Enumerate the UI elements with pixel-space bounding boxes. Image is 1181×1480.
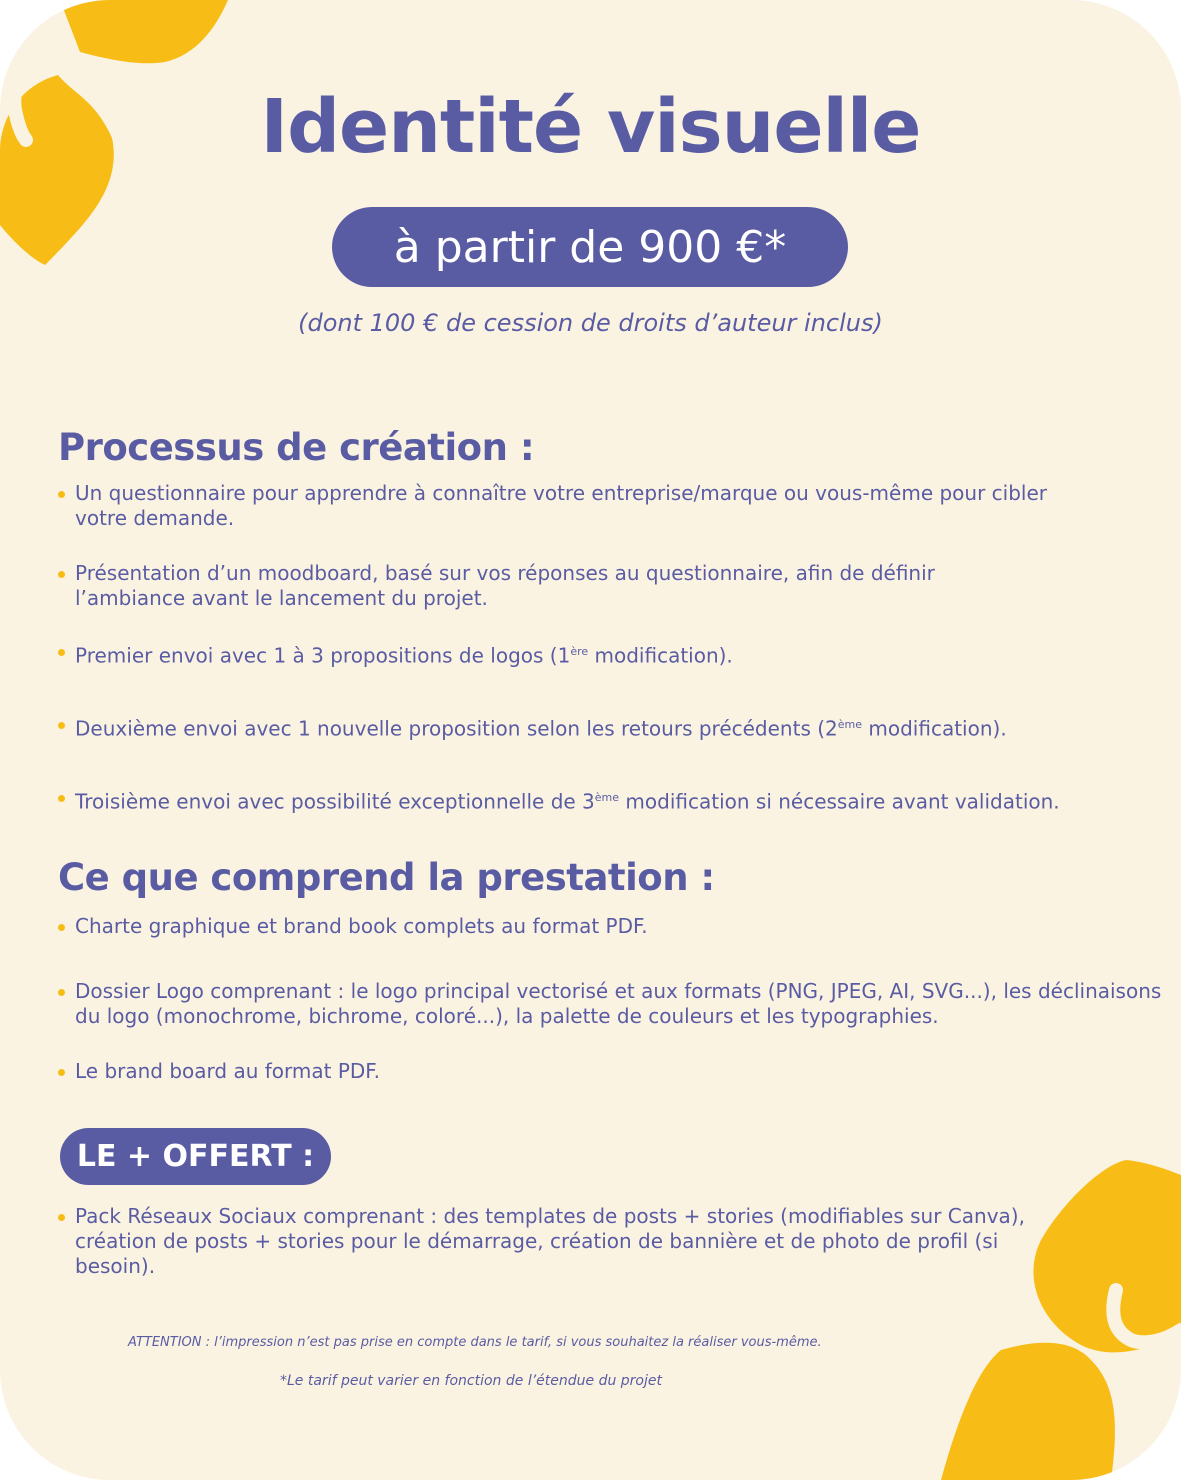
list-item <box>58 914 1165 939</box>
bullet-icon <box>58 924 65 931</box>
bullet-icon <box>58 491 65 498</box>
list-item <box>58 979 1165 1029</box>
bullet-icon <box>58 649 65 656</box>
list-item-text-start: Deuxième envoi avec 1 nouvelle proposition selon les retours précédents (2 <box>75 716 838 741</box>
attention-note: ATTENTION : l’impression n’est pas prise en compte dans le tarif, si vous souhaitez la réaliser vous-même. <box>128 1335 822 1350</box>
list-item <box>58 1059 1165 1084</box>
list-item-text-end: modification). <box>588 643 733 668</box>
list-item <box>58 481 1065 531</box>
list-item-text: Charte graphique et brand book complets au format PDF. <box>75 914 648 938</box>
list-item-superscript: ème <box>594 791 620 804</box>
list-item <box>58 785 1165 815</box>
bullet-icon <box>58 989 65 996</box>
list-item <box>58 561 1005 611</box>
list-item-text-start: Premier envoi avec 1 à 3 propositions de logos (1 <box>75 643 571 668</box>
includes-section-title: Ce que comprend la prestation : <box>58 856 715 899</box>
page-title: Identité visuelle <box>260 84 921 170</box>
list-item-text: Un questionnaire pour apprendre à connaître votre entreprise/marque ou vous-même pour cibler votre demande. <box>75 481 1048 530</box>
list-item-superscript: ère <box>570 645 589 658</box>
bullet-icon <box>58 1214 65 1221</box>
list-item-text-end: modification si nécessaire avant validation. <box>619 789 1060 814</box>
list-item-text: Le brand board au format PDF. <box>75 1059 380 1083</box>
bullet-icon <box>58 795 65 802</box>
list-item <box>58 712 1165 742</box>
list-item-superscript: ème <box>837 718 863 731</box>
bullet-icon <box>58 1069 65 1076</box>
list-item-text: Pack Réseaux Sociaux comprenant : des templates de posts + stories (modifiables sur Canva), création de posts + stories pour le démarrage, création de bannière et de photo de profil (si besoin). <box>75 1204 1025 1278</box>
process-section-title: Processus de création : <box>58 426 535 469</box>
list-item-text-start: Troisième envoi avec possibilité exceptionnelle de 3 <box>75 789 595 814</box>
price-badge <box>332 207 848 287</box>
list-item-text-end: modification). <box>862 716 1007 741</box>
offert-label: LE + OFFERT : <box>76 1139 315 1174</box>
offert-badge <box>60 1128 331 1185</box>
price-note: (dont 100 € de cession de droits d’auteur inclus) <box>298 309 883 337</box>
list-item-text: Présentation d’un moodboard, basé sur vos réponses au questionnaire, afin de définir l’ambiance avant le lancement du projet. <box>75 561 935 610</box>
list-item <box>58 639 1165 669</box>
list-item <box>58 1204 1025 1279</box>
bullet-icon <box>58 722 65 729</box>
bullet-icon <box>58 571 65 578</box>
list-item-text: Dossier Logo comprenant : le logo principal vectorisé et aux formats (PNG, JPEG, AI, SVG...), les déclinaisons du logo (monochrome, bichrome, coloré...), la palette de couleurs et les typographies. <box>75 979 1162 1028</box>
tarif-note: *Le tarif peut varier en fonction de l’étendue du projet <box>280 1373 662 1389</box>
price-label: à partir de 900 €* <box>393 221 787 273</box>
